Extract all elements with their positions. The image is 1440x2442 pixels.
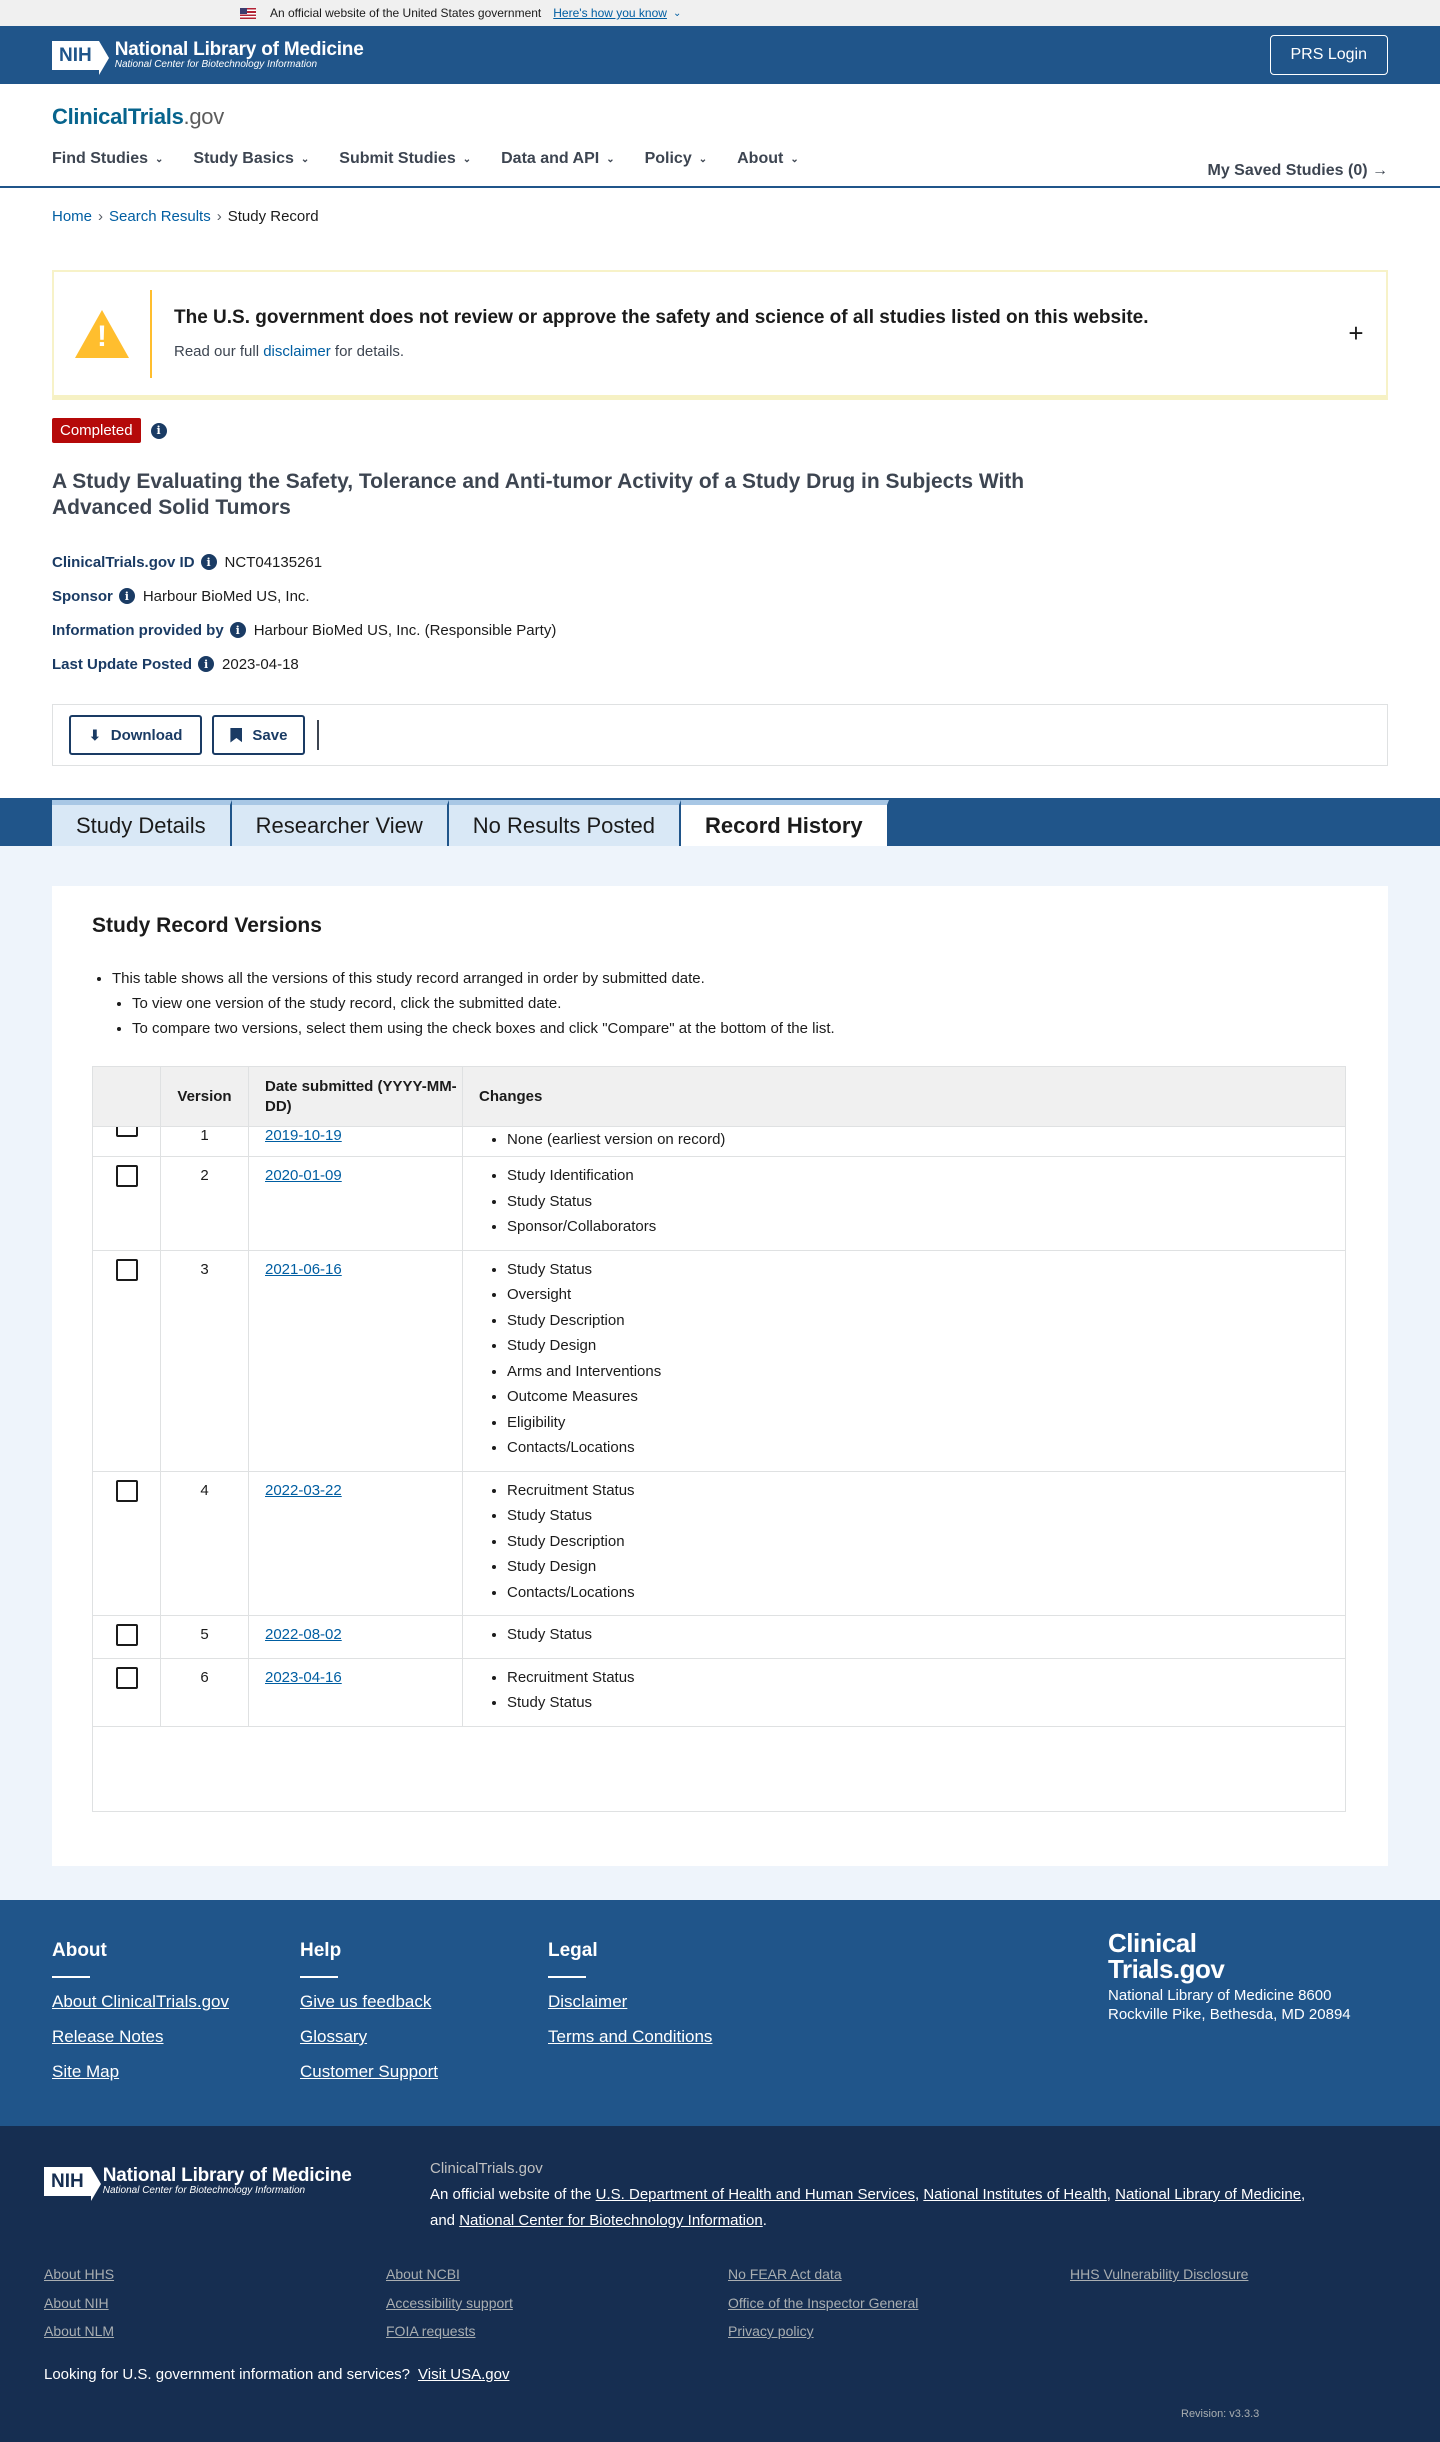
footer-link[interactable]: Terms and Conditions — [548, 2027, 713, 2046]
gov-banner — [0, 0, 1440, 26]
nav-label: Submit Studies — [339, 150, 456, 167]
table-row — [93, 1251, 1345, 1472]
versions-table — [92, 1066, 1346, 1812]
warning-icon: ! — [75, 310, 129, 358]
table-body — [93, 1127, 1345, 1727]
instructions — [112, 966, 835, 1041]
tab-record-history[interactable]: Record History — [681, 800, 889, 846]
footer-site-name: ClinicalTrials.gov — [430, 2160, 543, 2177]
chevron-right-icon: › — [98, 208, 104, 225]
chevron-down-icon: ⌄ — [790, 154, 799, 165]
footer-official-text: ClinicalTrials.gov An official website of the U.S. Department of Health and Human Services, National Institutes of Health, National Library of Medicine, and National Center for Biotechnology Information. — [430, 2156, 1370, 2234]
breadcrumb-current: Study Record — [227, 208, 319, 225]
usa-gov-link[interactable]: Visit USA.gov — [418, 2366, 510, 2383]
meta-value: 2023-04-18 — [222, 655, 299, 673]
status-row — [52, 418, 167, 443]
meta-value: Harbour BioMed US, Inc. — [142, 587, 310, 605]
footer-logo-line: Clinical — [1108, 1928, 1197, 1958]
nih-header — [0, 26, 1440, 84]
nlm-logo-title: National Library of Medicine — [114, 38, 364, 60]
meta-nct-id — [52, 545, 556, 579]
version-checkbox[interactable] — [116, 1480, 138, 1502]
breadcrumb-search-results[interactable]: Search Results — [109, 208, 211, 225]
study-title: A Study Evaluating the Safety, Tolerance and Anti-tumor Activity of a Study Drug in Subjects With Advanced Solid Tumors — [52, 470, 1025, 519]
gov-link[interactable]: HHS Vulnerability Disclosure — [1070, 2266, 1249, 2282]
gov-link[interactable]: About NLM — [44, 2323, 115, 2339]
chevron-down-icon: ⌄ — [155, 154, 164, 165]
download-button[interactable] — [69, 715, 202, 755]
info-icon[interactable]: i — [230, 622, 246, 638]
change-item: • Study Description — [507, 1529, 1345, 1555]
meta-value: Harbour BioMed US, Inc. (Responsible Party) — [253, 621, 557, 639]
footer-bottom — [0, 2126, 1440, 2442]
header-date: Date submitted (YYYY-MM-DD) — [249, 1067, 463, 1126]
version-checkbox[interactable] — [116, 1127, 138, 1137]
prs-login-button[interactable]: PRS Login — [1270, 35, 1389, 75]
logo-suffix: .gov — [183, 104, 224, 129]
change-item: • Study Status — [507, 1189, 1345, 1215]
chevron-down-icon: ⌄ — [606, 154, 615, 165]
nav-label: Data and API — [501, 150, 600, 167]
download-icon: ⬇ — [89, 726, 101, 743]
status-badge: Completed — [52, 418, 141, 443]
download-label: Download — [110, 726, 183, 744]
change-item: • Outcome Measures — [507, 1384, 1345, 1410]
disclaimer-prefix: Read our full — [174, 343, 264, 360]
save-label: Save — [252, 726, 288, 744]
footer-link[interactable]: Customer Support — [300, 2062, 438, 2081]
table-row — [93, 1616, 1345, 1659]
gov-link[interactable]: Privacy policy — [728, 2323, 814, 2339]
instruction-main: • This table shows all the versions of this study record arranged in order by submitted date. — [112, 966, 835, 991]
version-checkbox[interactable] — [116, 1165, 138, 1187]
disclaimer-alert — [52, 270, 1388, 400]
official-prefix: An official website of the — [430, 2186, 596, 2203]
nav-label: About — [737, 150, 784, 167]
date-cell — [249, 1157, 463, 1250]
meta-label: ClinicalTrials.gov ID — [52, 553, 195, 571]
footer-gov-links — [44, 2260, 1412, 2346]
change-item: • Eligibility — [507, 1410, 1345, 1436]
footer-address: National Library of Medicine 8600 Rockville Pike, Bethesda, MD 20894 — [1108, 1987, 1351, 2023]
us-flag-icon — [240, 8, 256, 19]
changes-cell — [463, 1659, 1345, 1726]
disclaimer-suffix: for details. — [330, 343, 405, 360]
footer-link[interactable]: Release Notes — [52, 2027, 164, 2046]
footer-link[interactable]: Give us feedback — [300, 1992, 432, 2011]
info-icon[interactable]: i — [119, 588, 135, 604]
change-item: • None (earliest version on record) — [507, 1127, 1345, 1153]
footer-legal-col — [548, 1940, 712, 2062]
main-nav — [52, 150, 1388, 168]
clinicaltrials-logo[interactable] — [52, 104, 1388, 130]
version-number: 4 — [161, 1472, 249, 1616]
nav-about[interactable] — [737, 150, 799, 168]
nlm-link[interactable]: National Library of Medicine — [1115, 2186, 1302, 2203]
nav-data-api[interactable] — [501, 150, 614, 168]
chevron-down-icon: ⌄ — [462, 154, 472, 165]
version-number: 5 — [161, 1616, 249, 1658]
select-cell — [93, 1659, 161, 1726]
info-icon[interactable]: i — [198, 656, 214, 672]
version-date-link[interactable]: 2021-06-16 — [265, 1260, 342, 1278]
footer-nlm-logo[interactable] — [44, 2166, 352, 2196]
change-item: • Contacts/Locations — [507, 1435, 1345, 1461]
footer-top — [0, 1900, 1440, 2126]
version-number: 2 — [161, 1157, 249, 1250]
meta-label: Last Update Posted — [52, 655, 193, 673]
change-item: • Study Design — [507, 1333, 1345, 1359]
change-item: • Study Status — [507, 1690, 1345, 1716]
changes-cell — [463, 1472, 1345, 1616]
change-item: • Study Description — [507, 1308, 1345, 1334]
change-item: • Study Status — [507, 1622, 1345, 1648]
bookmark-icon — [230, 728, 242, 743]
hhs-link[interactable]: U.S. Department of Health and Human Services — [595, 2186, 915, 2203]
change-item: • Study Status — [507, 1503, 1345, 1529]
meta-label: Sponsor — [52, 587, 113, 605]
instruction-view: • To view one version of the study record, click the submitted date. — [132, 991, 835, 1016]
instruction-compare: • To compare two versions, select them using the check boxes and click "Compare" at the bottom of the list. — [132, 1016, 835, 1041]
changes-cell — [463, 1616, 1345, 1658]
nav-submit-studies[interactable] — [339, 150, 471, 168]
change-item: • Oversight — [507, 1282, 1345, 1308]
footer-brand — [1108, 1930, 1358, 2024]
change-item: • Contacts/Locations — [507, 1580, 1345, 1606]
usa-gov-line — [44, 2366, 509, 2383]
date-cell — [249, 1659, 463, 1726]
logo-main: ClinicalTrials — [52, 104, 184, 129]
expand-plus-icon[interactable]: + — [1348, 318, 1364, 348]
header-select — [93, 1067, 161, 1126]
table-row — [93, 1659, 1345, 1727]
footer-heading: About — [52, 1940, 107, 1961]
footer-help-col — [300, 1940, 438, 2097]
footer-link[interactable]: Disclaimer — [548, 1992, 628, 2011]
how-you-know-link[interactable]: Here's how you know — [553, 6, 667, 20]
version-checkbox[interactable] — [116, 1667, 138, 1689]
save-button[interactable] — [212, 715, 305, 755]
gov-link[interactable]: FOIA requests — [386, 2323, 476, 2339]
tab-no-results[interactable]: No Results Posted — [449, 800, 681, 846]
tab-researcher-view[interactable]: Researcher View — [232, 800, 449, 846]
chevron-down-icon: ⌄ — [300, 154, 310, 165]
nav-policy[interactable] — [645, 150, 708, 168]
arrow-right-icon: → — [1372, 162, 1388, 179]
select-cell — [93, 1472, 161, 1616]
revision-text: Revision: v3.3.3 — [1181, 2408, 1260, 2420]
study-meta — [52, 545, 556, 681]
select-cell — [93, 1157, 161, 1250]
select-cell — [93, 1127, 161, 1156]
nlm-logo-subtitle: National Center for Biotechnology Information — [114, 58, 318, 70]
gov-banner-text: An official website of the United States government — [270, 6, 542, 20]
gov-link[interactable]: Office of the Inspector General — [728, 2294, 919, 2311]
version-number: 3 — [161, 1251, 249, 1471]
change-item: • Recruitment Status — [507, 1665, 1345, 1691]
study-tabs — [52, 800, 889, 846]
version-date-link[interactable]: 2019-10-19 — [265, 1127, 342, 1144]
info-icon[interactable]: i — [151, 423, 167, 439]
nlm-logo-title: National Library of Medicine — [102, 2165, 352, 2186]
meta-value: NCT04135261 — [224, 553, 323, 571]
footer-about-col — [52, 1940, 229, 2097]
change-item: • Study Status — [507, 1257, 1345, 1283]
version-date-link[interactable]: 2022-03-22 — [265, 1481, 342, 1499]
footer-heading: Help — [300, 1940, 342, 1961]
table-row — [93, 1127, 1345, 1157]
site-header — [0, 84, 1440, 188]
version-number: 6 — [161, 1659, 249, 1726]
changes-cell — [463, 1127, 1345, 1156]
disclaimer-link[interactable]: disclaimer — [263, 343, 331, 360]
version-date-link[interactable]: 2023-04-16 — [265, 1668, 342, 1686]
gov-link[interactable]: About NIH — [44, 2294, 109, 2311]
meta-label: Information provided by — [52, 621, 224, 639]
date-cell — [249, 1251, 463, 1471]
version-date-link[interactable]: 2022-08-02 — [265, 1626, 342, 1643]
header-version: Version — [161, 1067, 249, 1126]
chevron-down-icon: ⌄ — [698, 154, 708, 165]
version-checkbox[interactable] — [116, 1624, 138, 1646]
date-cell — [249, 1616, 463, 1658]
tab-study-details[interactable]: Study Details — [52, 800, 232, 846]
table-header — [93, 1067, 1345, 1127]
nih-logo-box: NIH — [44, 2167, 91, 2196]
meta-last-update — [52, 647, 556, 681]
disclaimer-text — [174, 343, 1326, 360]
nlm-logo-subtitle: National Center for Biotechnology Information — [102, 2184, 306, 2196]
nih-link[interactable]: National Institutes of Health — [923, 2186, 1107, 2203]
ncbi-link[interactable]: National Center for Biotechnology Information — [459, 2212, 763, 2229]
select-cell — [93, 1251, 161, 1471]
gov-link[interactable]: Accessibility support — [386, 2294, 513, 2311]
meta-sponsor — [52, 579, 556, 613]
date-cell — [249, 1127, 463, 1156]
nav-label: Policy — [644, 150, 692, 167]
footer-ct-logo[interactable] — [1108, 1930, 1358, 1982]
change-item: • Study Design — [507, 1554, 1345, 1580]
change-item: • Arms and Interventions — [507, 1359, 1345, 1385]
section-title: Study Record Versions — [92, 914, 322, 937]
table-row — [93, 1157, 1345, 1251]
chevron-right-icon: › — [216, 208, 222, 225]
nav-study-basics[interactable] — [193, 150, 309, 168]
saved-studies-label: My Saved Studies (0) — [1207, 162, 1368, 179]
change-item: • Recruitment Status — [507, 1478, 1345, 1504]
breadcrumb — [0, 208, 371, 225]
saved-studies-link[interactable] — [1208, 162, 1389, 180]
breadcrumb-home[interactable]: Home — [52, 208, 93, 225]
table-row — [93, 1472, 1345, 1617]
footer-heading: Legal — [548, 1940, 598, 1961]
usa-text: Looking for U.S. government information and services? — [44, 2366, 411, 2383]
gov-link[interactable]: About NCBI — [386, 2266, 460, 2282]
changes-cell — [463, 1251, 1345, 1471]
version-checkbox[interactable] — [116, 1259, 138, 1281]
version-date-link[interactable]: 2020-01-09 — [265, 1167, 342, 1184]
nih-logo-box: NIH — [52, 41, 99, 70]
footer-link[interactable]: Glossary — [300, 2027, 368, 2046]
footer-link[interactable]: About ClinicalTrials.gov — [52, 1992, 229, 2011]
date-cell — [249, 1472, 463, 1616]
divider — [317, 720, 319, 750]
footer-logo-line: Trials.gov — [1108, 1954, 1225, 1984]
select-cell — [93, 1616, 161, 1658]
meta-info-provided — [52, 613, 556, 647]
gov-link[interactable]: About HHS — [44, 2266, 115, 2282]
change-item: • Study Identification — [507, 1163, 1345, 1189]
record-versions-card — [52, 886, 1388, 1866]
official-and: and — [430, 2212, 460, 2229]
version-number: 1 — [161, 1127, 249, 1156]
disclaimer-title: The U.S. government does not review or approve the safety and science of all studies listed on this website. — [174, 307, 1149, 328]
changes-cell — [463, 1157, 1345, 1250]
gov-link[interactable]: No FEAR Act data — [728, 2266, 842, 2282]
nav-find-studies[interactable] — [52, 150, 163, 168]
nav-label: Find Studies — [52, 150, 148, 167]
footer-link[interactable]: Site Map — [52, 2062, 120, 2081]
nlm-logo[interactable] — [52, 40, 364, 70]
change-item: • Sponsor/Collaborators — [507, 1214, 1345, 1240]
header-changes: Changes — [479, 1088, 543, 1105]
action-bar — [52, 704, 1388, 766]
chevron-down-icon: ⌄ — [672, 7, 682, 19]
nav-label: Study Basics — [193, 150, 294, 167]
info-icon[interactable]: i — [201, 554, 217, 570]
